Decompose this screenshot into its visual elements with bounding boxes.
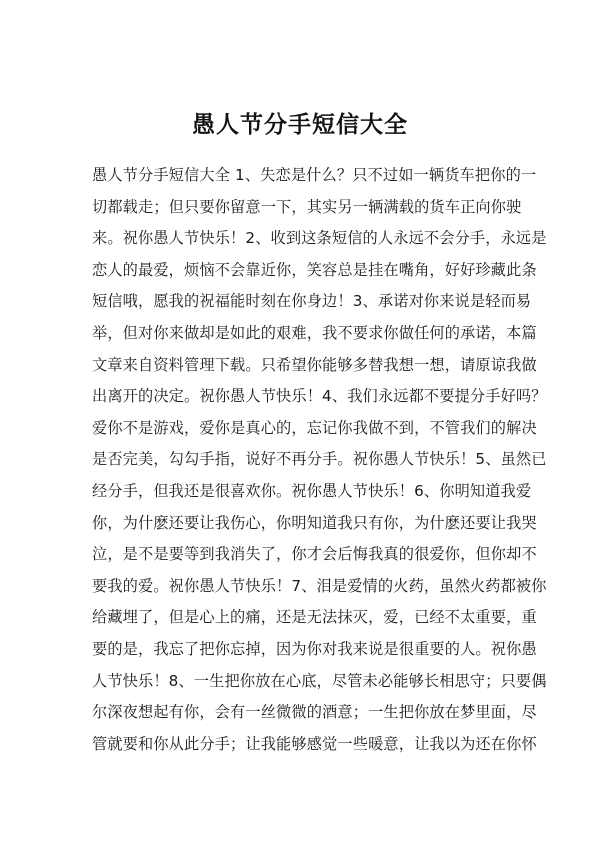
body-line: 举，但对你来做却是如此的艰难，我不要求你做任何的承诺，本篇 [92, 323, 537, 342]
body-line: 短信哦，愿我的祝福能时刻在你身边！3、承诺对你来说是轻而易 [92, 292, 532, 311]
body-line: 是否完美，勾勾手指，说好不再分手。祝你愚人节快乐！5、虽然已 [92, 450, 547, 469]
body-line: 爱你不是游戏，爱你是真心的，忘记你我做不到，不管我们的解决 [92, 418, 537, 437]
body-line: 切都载走；但只要你留意一下，其实另一辆满载的货车正向你驶 [92, 197, 522, 216]
body-line: 尔深夜想起有你，会有一丝微微的酒意；一生把你放在梦里面，尽 [92, 703, 537, 722]
document-body [92, 160, 547, 760]
body-line: 人节快乐！8、一生把你放在心底，尽管未必能够长相思守；只要偶 [92, 671, 547, 690]
body-line: 愚人节分手短信大全 1、失恋是什么？只不过如一辆货车把你的一 [92, 166, 537, 184]
body-line: 管就要和你从此分手；让我能够感觉一些暖意，让我以为还在你怀 [92, 734, 537, 753]
body-line: 经分手，但我还是很喜欢你。祝你愚人节快乐！6、你明知道我爱 [92, 481, 532, 500]
body-line: 恋人的最爱，烦恼不会靠近你，笑容总是挂在嘴角，好好珍藏此条 [92, 260, 537, 279]
body-line: 来。祝你愚人节快乐！2、收到这条短信的人永远不会分手，永远是 [92, 229, 547, 248]
body-line: 要的是，我忘了把你忘掉，因为你对我来说是很重要的人。祝你愚 [92, 639, 537, 658]
body-line: 文章来自资料管理下载。只希望你能够多替我想一想，请原谅我做 [92, 355, 537, 374]
body-line: 给藏埋了，但是心上的痛，还是无法抹灭，爱，已经不太重要，重 [92, 608, 537, 627]
body-line: 你，为什麽还要让我伤心，你明知道我只有你，为什麽还要让我哭 [92, 513, 537, 532]
body-line: 泣，是不是要等到我消失了，你才会后悔我真的很爱你，但你却不 [92, 545, 537, 564]
document-title: 愚人节分手短信大全 [192, 111, 408, 138]
body-line: 出离开的决定。祝你愚人节快乐！4、我们永远都不要提分手好吗？ [92, 387, 547, 406]
body-line: 要我的爱。祝你愚人节快乐！7、泪是爱情的火药，虽然火药都被你 [92, 576, 547, 595]
